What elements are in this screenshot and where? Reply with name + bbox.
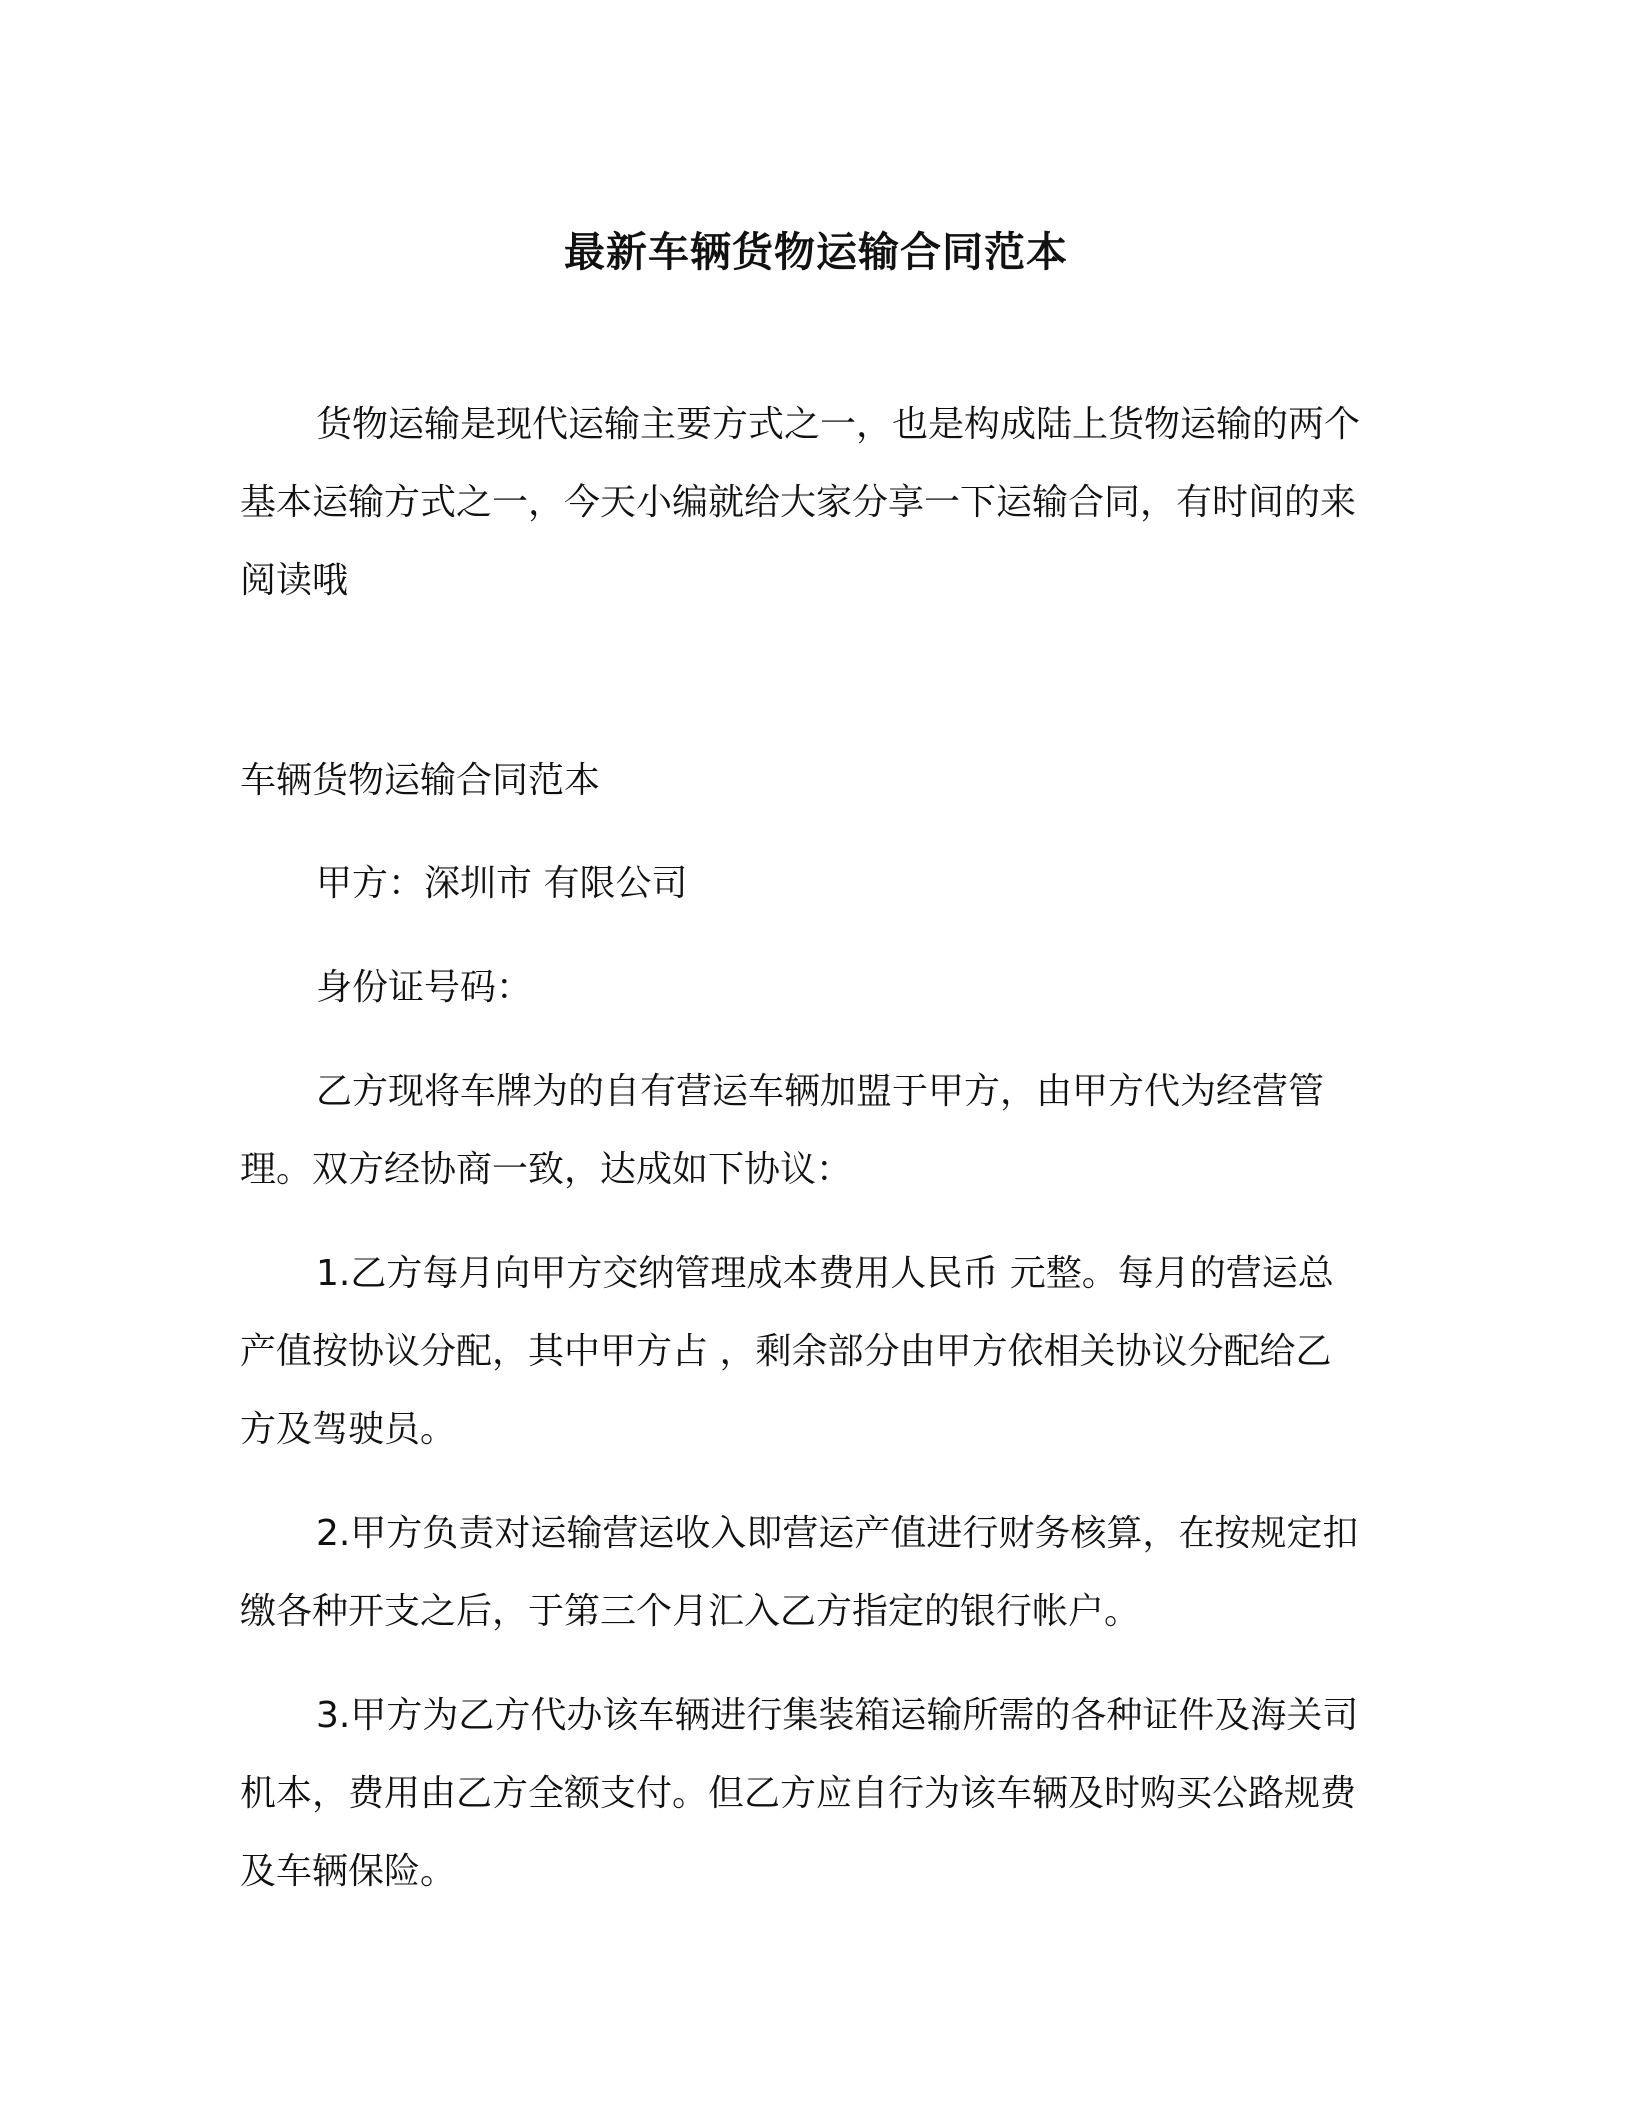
clause-1: 1.乙方每月向甲方交纳管理成本费用人民币 元整。每月的营运总产值按协议分配，其中甲方占 ，剩余部分由甲方依相关协议分配给乙方及驾驶员。 — [240, 1253, 1334, 1450]
document-title: 最新车辆货物运输合同范本 — [564, 228, 1068, 276]
clause-3: 3.甲方为乙方代办该车辆进行集装箱运输所需的各种证件及海关司机本，费用由乙方全额支付。但乙方应自行为该车辆及时购买公路规费及车辆保险。 — [240, 1695, 1359, 1892]
id-number-line: 身份证号码： — [316, 967, 533, 1008]
intro-paragraph: 货物运输是现代运输主要方式之一，也是构成陆上货物运输的两个基本运输方式之一，今天小编就给大家分享一下运输合同，有时间的来阅读哦 — [240, 404, 1361, 601]
intro-section — [240, 386, 1360, 620]
preamble-paragraph: 乙方现将车牌为的自有营运车辆加盟于甲方，由甲方代为经营管理。双方经协商一致，达成如下协议： — [240, 1071, 1325, 1190]
clause-2: 2.甲方负责对运输营运收入即营运产值进行财务核算，在按规定扣缴各种开支之后，于第三个月汇入乙方指定的银行帐户。 — [240, 1513, 1359, 1632]
party-a-line: 甲方：深圳市 有限公司 — [316, 863, 688, 904]
contract-body — [240, 845, 1360, 1937]
section-heading: 车辆货物运输合同范本 — [240, 760, 601, 801]
